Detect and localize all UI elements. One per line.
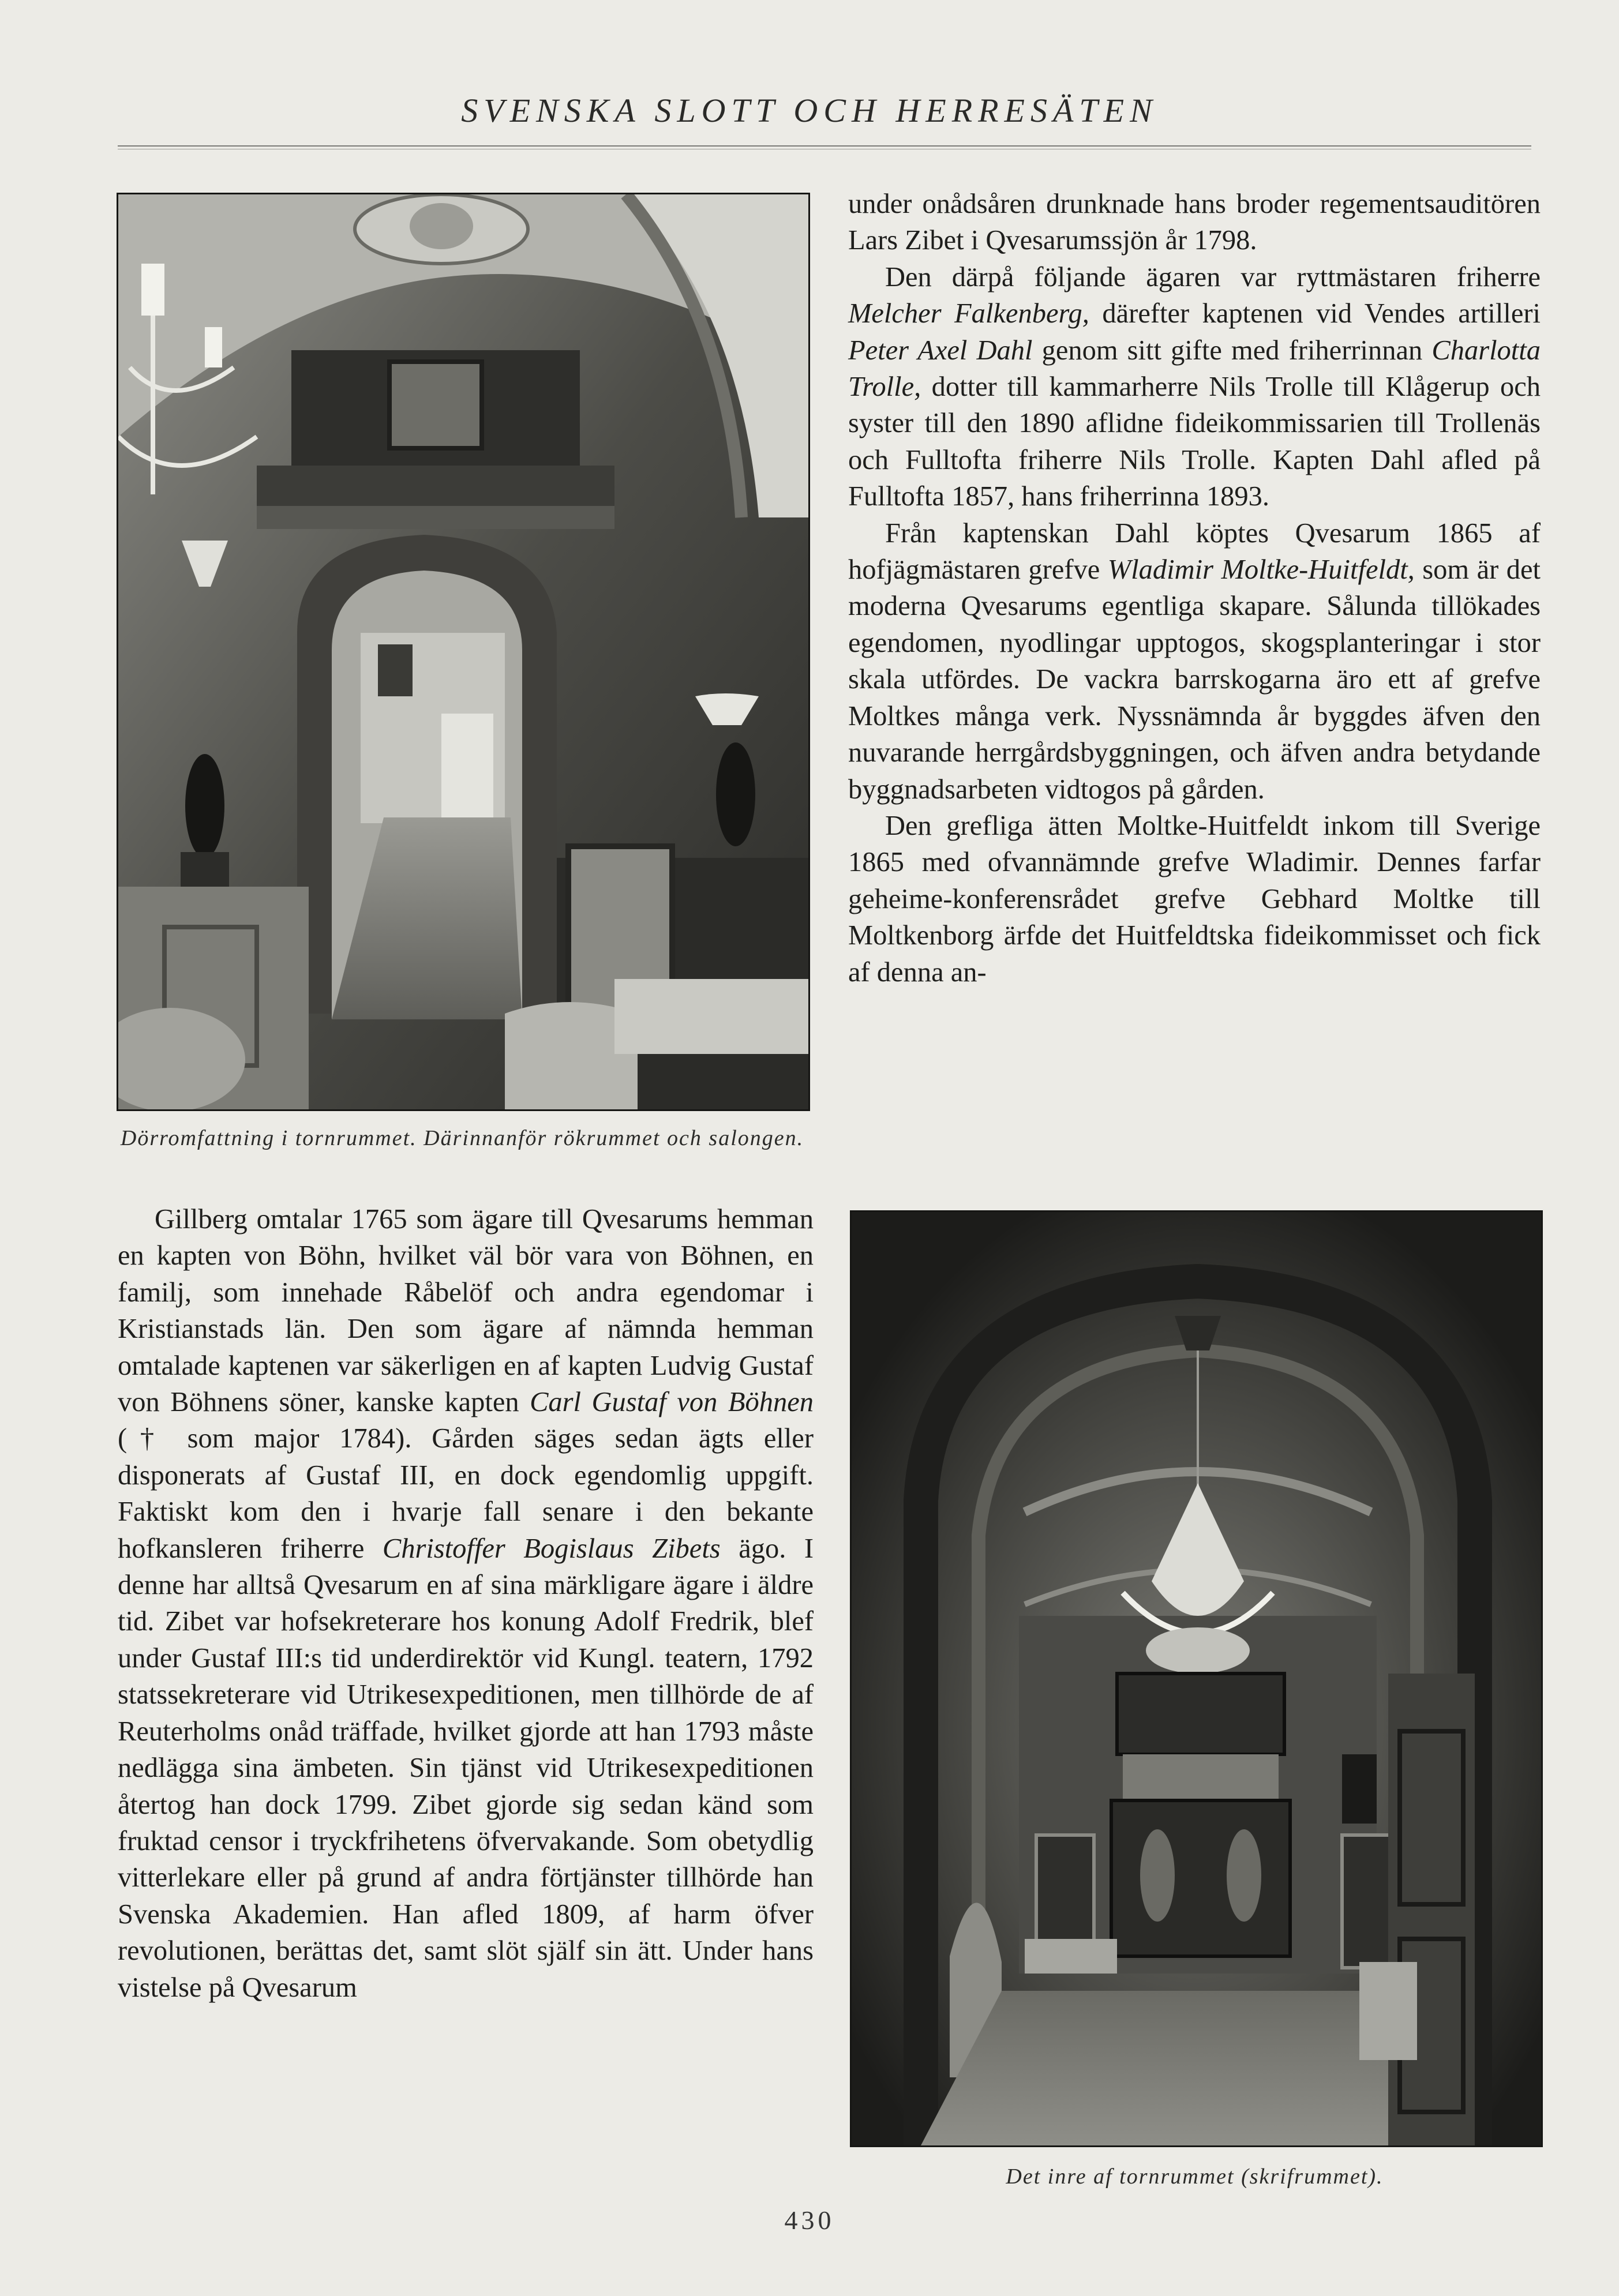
page-number: 430 (784, 2205, 835, 2235)
photo-tower-room-interior (850, 1210, 1543, 2147)
header-rule (118, 145, 1531, 149)
figure-caption-1: Dörromfattning i tornrummet. Därinnanför rökrummet och salongen. (120, 1126, 804, 1150)
photo-interior-illustration (852, 1212, 1541, 2145)
paragraph: Den grefliga ätten Moltke-Huitfeldt inkom till Sverige 1865 med ofvannämnde grefve Wladimir. Dennes farfar geheime-konferensrådet grefve Gebhard Moltke till Moltkenborg ärfde det Huitfeldtska fideikommisset och fick af denna an- (848, 810, 1541, 988)
personal-name: Peter Axel Dahl (848, 335, 1033, 366)
paragraph: under onådsåren drunknade hans broder regementsauditören Lars Zibet i Qvesarumssjön år 1798. (848, 189, 1541, 256)
photo-doorway-illustration (118, 194, 808, 1109)
personal-name: Charlotta Trolle, (848, 335, 1541, 403)
personal-name: Carl Gustaf von Böhnen (530, 1387, 814, 1418)
text-column-right (848, 186, 1541, 991)
running-head: SVENSKA SLOTT OCH HERRESÄTEN (461, 92, 1158, 129)
text-column-left (118, 1201, 814, 2006)
personal-name: Wladimir Moltke-Huitfeldt, (1107, 554, 1415, 586)
personal-name: Christoffer Bogislaus Zibets (382, 1533, 721, 1564)
figure-caption-2: Det inre af tornrummet (skrifrummet). (1006, 2164, 1384, 2189)
personal-name: Melcher Falkenberg, (848, 298, 1089, 329)
paragraph: Den därpå följande ägaren var ryttmästaren friherre Melcher Falkenberg, därefter kaptenen vid Vendes artilleri Peter Axel Dahl genom sitt gifte med friherrinnan Charlotta Trolle, dotter till kammarherre Nils Trolle till Klågerup och syster till den 1890 aflidne fideikommissarien till Trollenäs och Fulltofta friherre Nils Trolle. Kapten Dahl afled på Fulltofta 1857, hans friherrinna 1893. (848, 261, 1541, 512)
photo-doorway-tower-room (117, 193, 810, 1111)
paragraph: Gillberg omtalar 1765 som ägare till Qvesarums hemman en kapten von Böhn, hvilket väl bör vara von Böhnen, en familj, som innehade Råbelöf och andra egendomar i Kristianstads län. Den som ägare af nämnda hemman omtalade kaptenen var säkerligen en af kapten Ludvig Gustaf von Böhnens söner, kanske kapten Carl Gustaf von Böhnen († som major 1784). Gården säges sedan ägts eller disponerats af Gustaf III, en dock egendomlig uppgift. Faktiskt kom den i hvarje fall senare i den bekante hofkansleren friherre Christoffer Bogislaus Zibets ägo. I denne har alltså Qvesarum en af sina märkligare ägare i äldre tid. Zibet var hofsekreterare hos konung Adolf Fredrik, blef under Gustaf III:s tid underdirektör vid Kungl. teatern, 1792 statssekreterare vid Utrikesexpeditionen, men tillhörde de af Reuterholms onåd träffade, hvilket gjorde att han 1793 måste nedlägga sina ämbeten. Sin tjänst vid Utrikesexpeditionen återtog han dock 1799. Zibet gjorde sig sedan känd som fruktad censor i tryckfrihetens öfvervakande. Som obetydlig vitterlekare eller på grund af andra förtjänster tillhörde han Svenska Akademien. Han afled 1809, af harm öfver revolutionen, berättas det, samt slöt själf sin ätt. Under hans vistelse på Qvesarum (118, 1204, 814, 2003)
paragraph: Från kaptenskan Dahl köptes Qvesarum 1865 af hofjägmästaren grefve Wladimir Moltke-Huitfeldt, som är det moderna Qvesarums egentliga skapare. Sålunda tillökades egendomen, nyodlingar upptogos, skogsplanteringar i stor skala utfördes. De vackra barrskogarna äro ett af grefve Moltkes många verk. Nyssnämnda år byggdes äfven den nuvarande herrgårdsbyggningen, och äfven andra betydande byggnadsarbeten vidtogos på gården. (848, 517, 1541, 805)
